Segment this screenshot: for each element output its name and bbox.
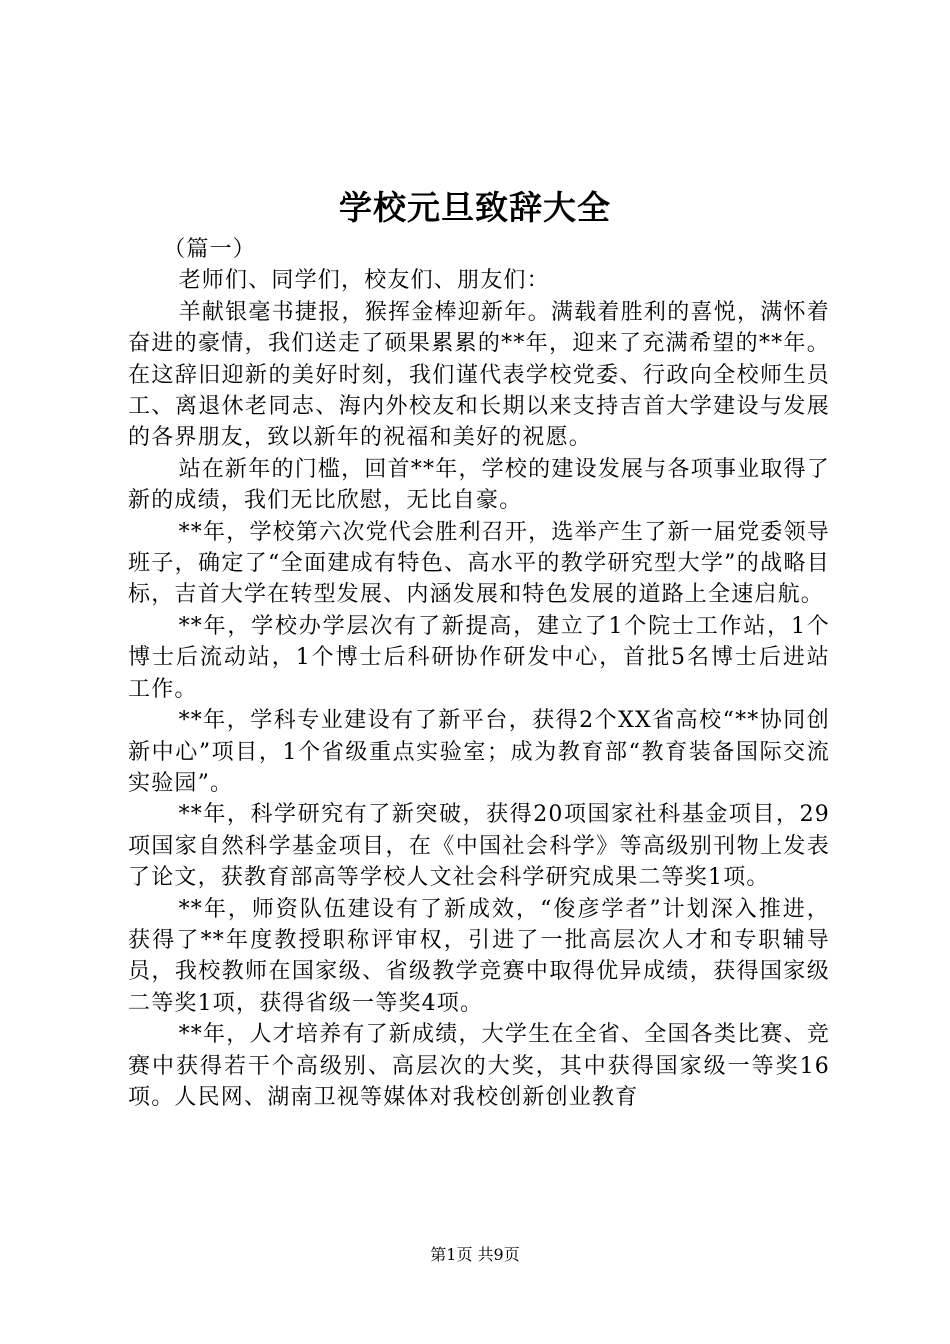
paragraph: 站在新年的门槛，回首**年，学校的建设发展与各项事业取得了新的成绩，我们无比欣慰，无比自豪。 bbox=[128, 456, 830, 514]
salutation: 老师们、同学们，校友们、朋友们： bbox=[178, 268, 550, 294]
paragraph: **年，科学研究有了新突破，获得20项国家社科基金项目，29项国家自然科学基金项目，在《中国社会科学》等高级别刊物上发表了论文，获教育部高等学校人文社会科学研究成果二等奖1项。 bbox=[128, 802, 830, 891]
section-marker: （篇一） bbox=[163, 237, 256, 262]
paragraph: **年，学科专业建设有了新平台，获得2个XX省高校“**协同创新中心”项目，1个省级重点实验室；成为教育部“教育装备国际交流实验园”。 bbox=[128, 708, 830, 796]
paragraph: **年，师资队伍建设有了新成效，“俊彦学者”计划深入推进，获得了**年度教授职称评审权，引进了一批高层次人才和专职辅导员，我校教师在国家级、省级教学竞赛中取得优异成绩，获得国家级二等奖1项，获得省级一等奖4项。 bbox=[128, 896, 830, 1016]
paragraph: **年，人才培养有了新成绩，大学生在全省、全国各类比赛、竞赛中获得若干个高级别、高层次的大奖，其中获得国家级一等奖16项。人民网、湖南卫视等媒体对我校创新创业教育 bbox=[128, 1022, 830, 1110]
document-body bbox=[128, 234, 830, 1113]
page-footer: 第1页 共9页 bbox=[430, 1245, 520, 1264]
paragraph: **年，学校办学层次有了新提高，建立了1个院士工作站，1个博士后流动站，1个博士后科研协作研发中心，首批5名博士后进站工作。 bbox=[128, 613, 830, 702]
document-title: 学校元旦致辞大全 bbox=[339, 188, 611, 227]
paragraph: 羊献银毫书捷报，猴挥金棒迎新年。满载着胜利的喜悦，满怀着奋进的豪情，我们送走了硕果累累的**年，迎来了充满希望的**年。在这辞旧迎新的美好时刻，我们谨代表学校党委、行政向全校师生员工、离退休老同志、海内外校友和长期以来支持吉首大学建设与发展的各界朋友，致以新年的祝福和美好的祝愿。 bbox=[128, 299, 830, 451]
paragraph: **年，学校第六次党代会胜利召开，选举产生了新一届党委领导班子，确定了“全面建成有特色、高水平的教学研究型大学”的战略目标，吉首大学在转型发展、内涵发展和特色发展的道路上全速启航。 bbox=[128, 519, 830, 608]
